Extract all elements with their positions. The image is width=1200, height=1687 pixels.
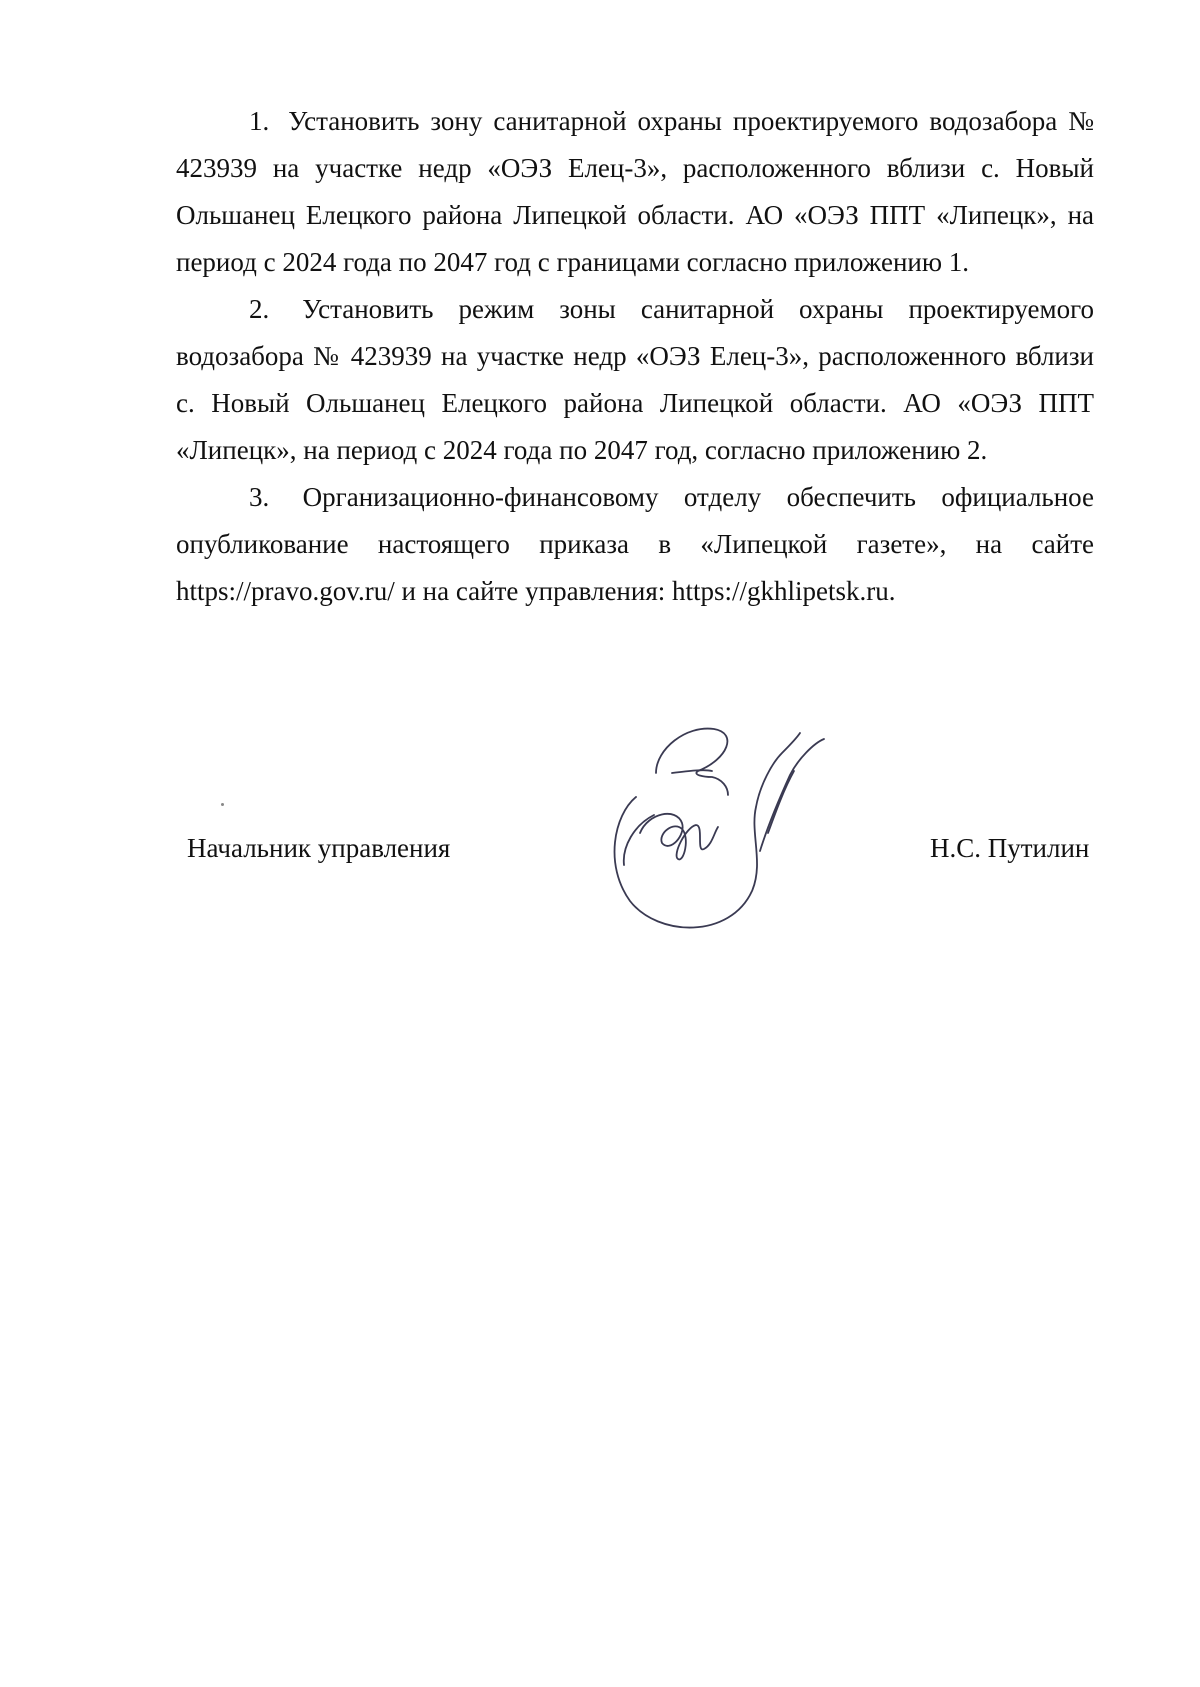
scan-speck [221, 803, 224, 806]
paragraph-text: Установить режим зоны санитарной охраны проектируемого водозабора № 423939 на участке недр «ОЭЗ Елец-3», расположенного вблизи с. Новый Ольшанец Елецкого района Липецкой области. АО «ОЭЗ ППТ «Липецк», на период с 2024 года по 2047 год, согласно приложению 2. [176, 294, 1094, 465]
order-paragraph-2 [176, 286, 1094, 474]
order-body [176, 98, 1094, 615]
order-paragraph-1 [176, 98, 1094, 286]
order-paragraph-3 [176, 474, 1094, 615]
paragraph-text: Установить зону санитарной охраны проектируемого водозабора № 423939 на участке недр «ОЭЗ Елец-3», расположенного вблизи с. Новый Ольшанец Елецкого района Липецкой области. АО «ОЭЗ ППТ «Липецк», на период с 2024 года по 2047 год с границами согласно приложению 1. [176, 106, 1094, 277]
paragraph-text: Организационно-финансовому отделу обеспечить официальное опубликование настоящего приказа в «Липецкой газете», на сайте https://pravo.gov.ru/ и на сайте управления: https://gkhlipetsk.ru. [176, 482, 1094, 606]
paragraph-number: 3. [249, 482, 270, 512]
signer-name: Н.С. Путилин [930, 833, 1090, 863]
paragraph-number: 2. [249, 294, 270, 324]
handwritten-signature [600, 715, 850, 945]
paragraph-number: 1. [249, 106, 270, 136]
signer-position: Начальник управления [187, 833, 451, 863]
